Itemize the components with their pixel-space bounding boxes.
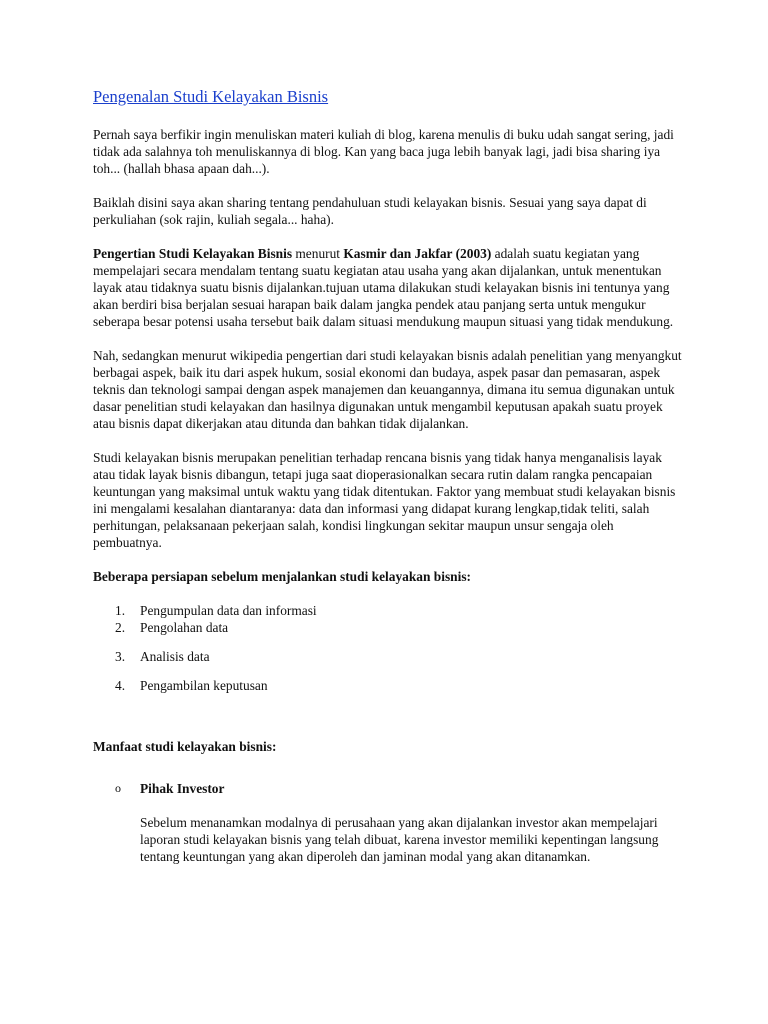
persiapan-heading: Beberapa persiapan sebelum menjalankan studi kelayakan bisnis: [93,569,471,584]
manfaat-heading: Manfaat studi kelayakan bisnis: [93,739,277,754]
wikipedia-paragraph: Nah, sedangkan menurut wikipedia pengertian dari studi kelayakan bisnis adalah penelitian yang menyangkut berbagai aspek, baik itu dari aspek hukum, sosial ekonomi dan budaya, aspek pasar dan pemasaran, aspek teknis dan teknologi sampai dengan aspek manajemen dan keuangannya, dimana itu semua digunakan untuk dasar penelitian studi kelayakan dan hasilnya digunakan untuk mengambil keputusan apakah suatu proyek atau bisnis dapat dikerjakan atau ditunda dan bahkan tidak dijalankan. [93,348,682,431]
list-item-text: Pengolahan data [140,620,229,635]
list-number: 4. [115,678,126,693]
intro-paragraph: Pernah saya berfikir ingin menuliskan materi kuliah di blog, karena menulis di buku udah sangat sering, jadi tidak ada salahnya toh menuliskannya di blog. Kan yang baca juga lebih banyak lagi, jadi bisa sharing iya toh... (hallah bhasa apaan dah...). [93,127,674,176]
persiapan-list [93,602,683,694]
list-item-text: Pengumpulan data dan informasi [140,603,317,618]
investor-item [93,780,683,865]
list-item [93,648,683,665]
list-item [93,619,683,636]
definition-text-1: menurut [292,246,344,261]
list-item [93,602,683,619]
document-title-link[interactable]: Pengenalan Studi Kelayakan Bisnis [93,87,329,106]
list-number: 3. [115,649,126,664]
document-body [93,86,683,865]
list-number: 1. [115,603,126,618]
circle-bullet-icon: o [115,781,121,795]
list-item-text: Analisis data [140,649,210,664]
definition-term: Pengertian Studi Kelayakan Bisnis [93,246,293,261]
investor-title: Pihak Investor [140,781,225,796]
list-number: 2. [115,620,126,635]
definition-text-2: adalah suatu kegiatan yang mempelajari secara mendalam tentang suatu kegiatan atau usaha yang akan dijalankan, untuk menentukan layak atau tidaknya suatu bisnis dijalankan.tujuan utama dilakukan studi kelayakan bisnis ini tentunya yang akan berdiri bisa berjalan sesuai harapan baik dalam jangka pendek atau panjang serta untuk mengukur seberapa besar potensi usaha tersebut baik dalam situasi mendukung maupun situasi yang tidak mendukung. [93,246,674,329]
sharing-paragraph: Baiklah disini saya akan sharing tentang pendahuluan studi kelayakan bisnis. Sesuai yang saya dapat di perkuliahan (sok rajin, kuliah segala... haha). [93,195,647,227]
definition-paragraph [93,245,683,330]
list-item-text: Pengambilan keputusan [140,678,268,693]
investor-text: Sebelum menanamkan modalnya di perusahaan yang akan dijalankan investor akan mempelajari laporan studi kelayakan bisnis yang telah dibuat, karena investor memiliki kepentingan langsung tentang keuntungan yang akan diperoleh dan jaminan modal yang akan ditanamkan. [140,815,659,864]
list-item [93,677,683,694]
research-paragraph: Studi kelayakan bisnis merupakan penelitian terhadap rencana bisnis yang tidak hanya menganalisis layak atau tidak layak bisnis dibangun, tetapi juga saat dioperasionalkan secara rutin dalam rangka pencapaian keuntungan yang maksimal untuk waktu yang tidak ditentukan. Faktor yang membuat studi kelayakan bisnis ini mengalami kesalahan diantaranya: data dan informasi yang didapat kurang lengkap,tidak teliti, salah perhitungan, pelaksanaan pekerjaan salah, kondisi lingkungan sekitar maupun unsur sengaja oleh pembuatnya. [93,450,676,550]
definition-source: Kasmir dan Jakfar (2003) [343,246,492,261]
